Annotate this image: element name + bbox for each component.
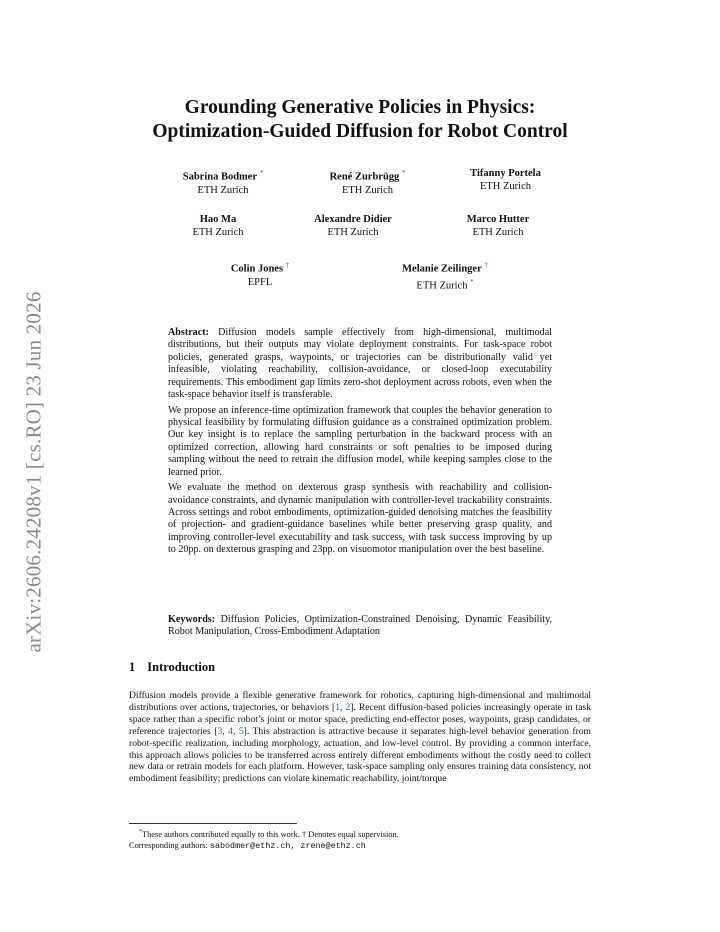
- author-name: Marco Hutter: [466, 214, 530, 225]
- title-line-1: Grounding Generative Policies in Physics:: [184, 97, 536, 118]
- author-block: [385, 259, 505, 292]
- abstract-paragraph-3: We evaluate the method on dexterous grasp synthesis with reachability and collision-avoidance constraints, and dynamic manipulation with controller-level trackability constraints. Across settings and robot embodiments, optimization-guided denoising matches the feasibility of projection- and gradient-guidance baselines while better preserving grasp quality, and improving controller-level executability and task success, with task success improving by up to 20pp. on dexterous grasping and 23pp. on visuomotor manipulation over the best baseline.: [168, 482, 552, 556]
- author-affiliation: ETH Zurich: [479, 181, 532, 192]
- arxiv-identifier-text: arXiv:2606.24208v1 [cs.RO] 23 Jun 2026: [21, 291, 46, 653]
- author-block: [210, 259, 310, 289]
- author-affiliation: ETH Zurich: [472, 227, 524, 238]
- abstract-text-1: Diffusion models sample effectively from high-dimensional, multimodal distributions, but their outputs may violate deployment constraints. For task-space robot policies, generated grasps, waypoints, or trajectories can be distributionally valid yet infeasible, violating reachability, collision-avoidance, or closed-loop executability requirements. This embodiment gap limits zero-shot deployment across robots, even when the task-space behavior itself is transferable.: [168, 327, 552, 401]
- citation-link[interactable]: 5: [238, 725, 244, 737]
- author-mark: †: [484, 261, 488, 269]
- author-name: Alexandre Didier: [314, 214, 392, 225]
- intro-text-2: ]. Recent diffusion-based policies increasingly operate in task space rather than a specific robot’s joint or motor space, predicting end-effector poses, waypoints, grasp candidates, or reference trajectories [: [129, 701, 591, 737]
- author-name: Hao Ma: [199, 214, 237, 225]
- section-number: 1: [129, 660, 136, 674]
- section-title: Introduction: [147, 660, 216, 674]
- author-block: [168, 213, 268, 239]
- author-affiliation: ETH Zurich: [192, 227, 244, 238]
- citation-link[interactable]: 3: [217, 725, 223, 737]
- author-block: [168, 167, 278, 197]
- footnote-mark: *: [139, 829, 142, 835]
- intro-text-1: Diffusion models provide a flexible generative framework for robotics, capturing high-dimensional and multimodal distributions over actions, trajectories, or behaviors [: [129, 690, 591, 713]
- author-block: [453, 167, 558, 193]
- abstract-paragraph-2: We propose an inference-time optimization framework that couples the behavior generation to physical feasibility by formulating diffusion guidance as a constrained optimization problem. Our key insight is to replace the sampling perturbation in the backward process with an optimized correction, allowing hard constraints or soft penalties to be imposed during sampling without the need to retrain the diffusion model, while keeping samples close to the learned prior.: [168, 404, 552, 478]
- author-block: [448, 213, 548, 239]
- footnote-2: [129, 840, 599, 852]
- corresponding-emails: sabodmer@ethz.ch, zrene@ethz.ch: [209, 840, 366, 851]
- introduction-paragraph: [129, 690, 591, 785]
- arxiv-identifier: [14, 262, 54, 682]
- author-name: Melanie Zeilinger: [402, 263, 482, 275]
- citation-link[interactable]: 1: [335, 701, 341, 713]
- keywords-label: Keywords:: [168, 614, 216, 625]
- author-affiliation-line: [385, 276, 505, 293]
- title-line-2: Optimization-Guided Diffusion for Robot Control: [152, 121, 568, 142]
- footnotes: [129, 827, 599, 852]
- author-affiliation: ETH Zurich: [416, 280, 468, 291]
- author-affiliation: ETH Zurich: [197, 184, 249, 196]
- citation-separator: ,: [340, 701, 346, 713]
- author-mark: †: [285, 261, 290, 269]
- author-affiliation: EPFL: [247, 276, 273, 288]
- author-affiliation: ETH Zurich: [341, 184, 394, 196]
- abstract-paragraph-1: [168, 327, 552, 401]
- author-name: Colin Jones: [230, 263, 284, 275]
- citation-link[interactable]: 4: [228, 725, 233, 737]
- author-name: Tifanny Portela: [470, 168, 541, 179]
- keywords: [168, 614, 552, 639]
- citation-separator: ,: [222, 725, 229, 737]
- citation-link[interactable]: 2: [345, 701, 351, 713]
- author-name: Sabrina Bodmer: [182, 171, 258, 183]
- section-heading: [129, 660, 215, 675]
- author-block: [303, 213, 403, 239]
- citation-separator: ,: [232, 725, 239, 737]
- intro-text-3: ]. This abstraction is attractive because it separates high-level behavior generation from robot-specific realization, including morphology, actuation, and low-level control. By providing a common interface, this approach allows policies to be transferred across entirely different embodiments without the costly need to collect new data or retrain models for each platform. However, task-space sampling only ensures training data consistency, not embodiment feasibility; predictions can violate kinematic reachability, joint/torque: [129, 725, 592, 785]
- author-mark: *: [401, 169, 406, 177]
- footnote-1: [129, 827, 599, 840]
- keywords-text: Diffusion Policies, Optimization-Constrained Denoising, Dynamic Feasibility, Robot Manipulation, Cross-Embodiment Adaptation: [168, 614, 552, 638]
- author-block: [310, 167, 425, 197]
- author-name: René Zurbrügg: [329, 171, 400, 183]
- corresponding-label: Corresponding authors:: [129, 840, 210, 850]
- author-mark: *: [259, 169, 264, 177]
- abstract: [168, 327, 552, 560]
- affiliation-mark: *: [470, 277, 474, 286]
- footnote-1-text: These authors contributed equally to this work. † Denotes equal supervision.: [142, 829, 399, 839]
- abstract-label: Abstract:: [168, 327, 209, 338]
- paper-title: [100, 96, 620, 144]
- footnote-rule: [129, 823, 297, 824]
- author-affiliation: ETH Zurich: [327, 227, 379, 238]
